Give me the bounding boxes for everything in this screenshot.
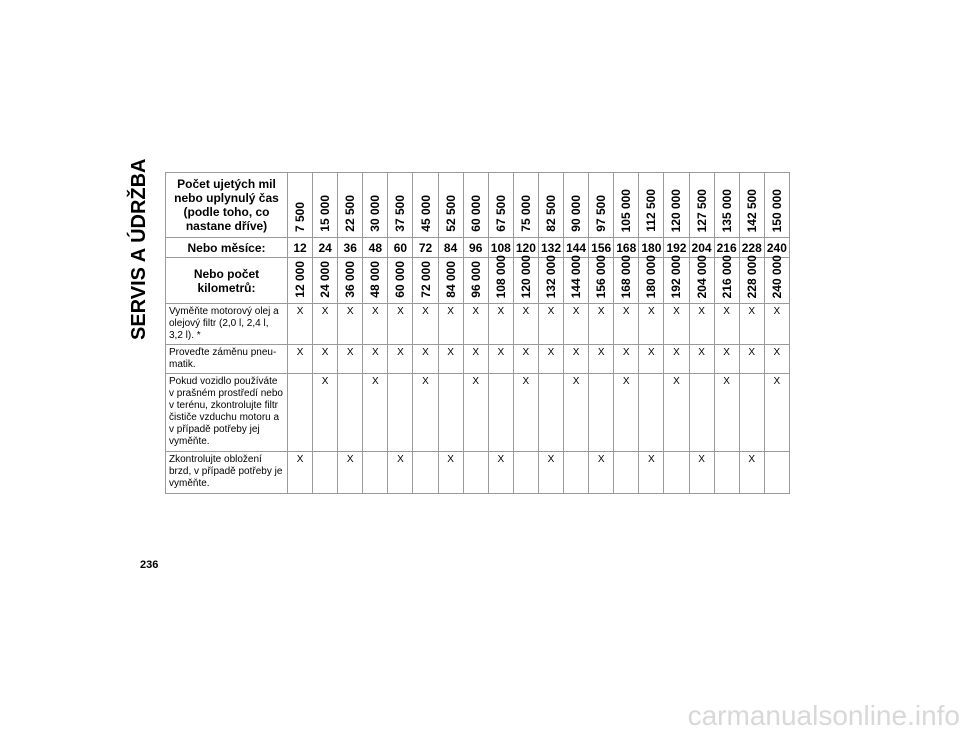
service-mark: X [764, 304, 789, 345]
service-mark: X [313, 374, 338, 452]
km-cell [589, 254, 614, 304]
schedule-row [166, 345, 790, 374]
months-value: 12 [288, 238, 313, 258]
km-value: 228 000 [744, 254, 759, 298]
service-mark [488, 374, 513, 452]
service-mark: X [614, 304, 639, 345]
service-mark: X [338, 345, 363, 374]
km-cell [538, 254, 563, 304]
service-mark [764, 452, 789, 494]
service-mark [664, 452, 689, 494]
months-value: 36 [338, 238, 363, 258]
months-value: 180 [639, 238, 664, 258]
months-value: 48 [363, 238, 388, 258]
miles-cell [589, 173, 614, 238]
miles-value: 127 500 [694, 188, 709, 232]
km-cell [463, 258, 488, 304]
service-mark: X [388, 452, 413, 494]
miles-cell [538, 173, 563, 238]
miles-value: 60 000 [468, 195, 483, 232]
service-mark: X [739, 345, 764, 374]
months-value: 192 [664, 238, 689, 258]
miles-value: 120 000 [669, 188, 684, 232]
km-value: 72 000 [418, 261, 433, 298]
page-number: 236 [140, 559, 159, 571]
km-value: 84 000 [443, 261, 458, 298]
km-value: 120 000 [518, 254, 533, 298]
miles-value: 7 500 [293, 201, 308, 232]
km-value: 108 000 [493, 254, 508, 298]
service-mark: X [714, 374, 739, 452]
months-value: 144 [564, 238, 589, 258]
km-cell [639, 254, 664, 304]
service-mark [689, 374, 714, 452]
miles-value: 22 500 [343, 195, 358, 232]
miles-value: 150 000 [769, 188, 784, 232]
miles-cell [313, 173, 338, 238]
months-value: 108 [488, 238, 513, 258]
header-miles-label: Počet ujetých mil nebo uplynulý čas (podle toho, co nastane dříve) [166, 173, 288, 238]
schedule-row [166, 304, 790, 345]
service-mark: X [488, 452, 513, 494]
header-months-label: Nebo měsíce: [166, 238, 288, 258]
service-mark: X [639, 345, 664, 374]
service-mark: X [338, 304, 363, 345]
service-mark: X [664, 374, 689, 452]
miles-value: 82 500 [543, 195, 558, 232]
service-task-label: Vyměňte motorový olej a olejový filtr (2,0 l, 2,4 l, 3,2 l). * [166, 304, 288, 345]
miles-value: 97 500 [594, 195, 609, 232]
km-cell [564, 254, 589, 304]
service-mark: X [689, 452, 714, 494]
service-mark: X [538, 304, 563, 345]
service-mark: X [664, 345, 689, 374]
km-value: 60 000 [393, 261, 408, 298]
service-mark: X [413, 345, 438, 374]
km-value: 204 000 [694, 254, 709, 298]
km-cell [363, 258, 388, 304]
service-mark: X [363, 374, 388, 452]
service-mark: X [764, 345, 789, 374]
service-mark: X [438, 345, 463, 374]
miles-cell [564, 173, 589, 238]
service-mark: X [714, 345, 739, 374]
km-value: 168 000 [619, 254, 634, 298]
months-value: 24 [313, 238, 338, 258]
km-cell [438, 258, 463, 304]
miles-cell [488, 173, 513, 238]
service-mark: X [614, 345, 639, 374]
miles-cell [764, 173, 789, 238]
km-value: 180 000 [644, 254, 659, 298]
km-value: 144 000 [569, 254, 584, 298]
service-mark: X [313, 345, 338, 374]
service-mark: X [288, 452, 313, 494]
service-mark [388, 374, 413, 452]
km-value: 48 000 [368, 261, 383, 298]
service-mark: X [664, 304, 689, 345]
km-cell [614, 254, 639, 304]
miles-value: 37 500 [393, 195, 408, 232]
service-mark: X [488, 345, 513, 374]
service-mark: X [338, 452, 363, 494]
service-mark: X [564, 345, 589, 374]
service-mark: X [564, 374, 589, 452]
km-cell [388, 258, 413, 304]
miles-value: 112 500 [644, 189, 659, 232]
service-mark [288, 374, 313, 452]
miles-value: 67 500 [493, 195, 508, 232]
months-value: 120 [513, 238, 538, 258]
months-value: 240 [764, 238, 789, 258]
miles-cell [338, 173, 363, 238]
miles-value: 30 000 [368, 195, 383, 232]
km-value: 216 000 [719, 254, 734, 298]
months-value: 60 [388, 238, 413, 258]
km-value: 192 000 [669, 254, 684, 298]
km-cell [513, 254, 538, 304]
km-cell [488, 254, 513, 304]
service-mark: X [639, 304, 664, 345]
service-mark: X [538, 345, 563, 374]
km-value: 96 000 [468, 261, 483, 298]
miles-value: 142 500 [744, 188, 759, 232]
months-value: 204 [689, 238, 714, 258]
service-mark [513, 452, 538, 494]
months-value: 84 [438, 238, 463, 258]
service-mark [639, 374, 664, 452]
miles-cell [714, 173, 739, 238]
service-mark: X [438, 452, 463, 494]
km-cell [739, 254, 764, 304]
service-mark: X [463, 345, 488, 374]
service-mark: X [589, 452, 614, 494]
miles-value: 52 500 [443, 195, 458, 232]
miles-cell [639, 173, 664, 238]
miles-value: 135 000 [719, 188, 734, 232]
miles-cell [614, 173, 639, 238]
service-mark: X [388, 304, 413, 345]
service-mark [739, 374, 764, 452]
header-miles-row [166, 173, 790, 238]
miles-value: 45 000 [418, 195, 433, 232]
miles-cell [288, 173, 313, 238]
miles-cell [739, 173, 764, 238]
service-task-label: Zkontrolujte obložení brzd, v případě potřeby je vyměňte. [166, 452, 288, 494]
service-mark [313, 452, 338, 494]
service-mark: X [288, 345, 313, 374]
miles-value: 75 000 [518, 195, 533, 232]
service-mark: X [513, 374, 538, 452]
service-task-label: Pokud vozidlo používáte v prašném prostředí nebo v terénu, zkontrolujte filtr čističe vzduchu motoru a v případě potřeby jej vyměňte. [166, 374, 288, 452]
header-km-label: Nebo počet kilometrů: [166, 258, 288, 304]
km-cell [288, 258, 313, 304]
km-value: 132 000 [543, 254, 558, 298]
service-mark: X [689, 304, 714, 345]
months-value: 168 [614, 238, 639, 258]
service-mark: X [463, 304, 488, 345]
miles-cell [463, 173, 488, 238]
service-mark [614, 452, 639, 494]
service-mark: X [639, 452, 664, 494]
service-mark: X [413, 374, 438, 452]
miles-value: 90 000 [569, 195, 584, 232]
service-mark [363, 452, 388, 494]
miles-cell [689, 173, 714, 238]
section-title: SERVIS A ÚDRŽBA [128, 158, 150, 340]
service-mark: X [739, 304, 764, 345]
service-mark: X [288, 304, 313, 345]
service-mark: X [689, 345, 714, 374]
service-mark [714, 452, 739, 494]
service-mark: X [764, 374, 789, 452]
km-value: 240 000 [769, 254, 784, 298]
service-mark: X [363, 345, 388, 374]
service-mark: X [739, 452, 764, 494]
service-mark: X [488, 304, 513, 345]
km-cell [413, 258, 438, 304]
service-mark: X [564, 304, 589, 345]
months-value: 228 [739, 238, 764, 258]
service-mark: X [313, 304, 338, 345]
months-value: 132 [538, 238, 563, 258]
schedule-row [166, 374, 790, 452]
service-task-label: Proveďte záměnu pneu-matik. [166, 345, 288, 374]
km-value: 36 000 [343, 261, 358, 298]
service-mark [589, 374, 614, 452]
service-mark [413, 452, 438, 494]
service-mark: X [413, 304, 438, 345]
miles-cell [413, 173, 438, 238]
service-mark: X [463, 374, 488, 452]
header-km-row [166, 258, 790, 304]
km-cell [689, 254, 714, 304]
service-mark: X [589, 304, 614, 345]
service-mark [463, 452, 488, 494]
km-cell [338, 258, 363, 304]
miles-value: 15 000 [318, 195, 333, 232]
service-mark: X [513, 345, 538, 374]
service-mark: X [614, 374, 639, 452]
service-mark: X [513, 304, 538, 345]
km-value: 24 000 [318, 261, 333, 298]
months-value: 96 [463, 238, 488, 258]
miles-cell [363, 173, 388, 238]
km-cell [714, 254, 739, 304]
miles-value: 105 000 [619, 188, 634, 232]
months-value: 72 [413, 238, 438, 258]
miles-cell [388, 173, 413, 238]
service-mark: X [388, 345, 413, 374]
miles-cell [438, 173, 463, 238]
km-value: 156 000 [594, 254, 609, 298]
service-mark: X [538, 452, 563, 494]
miles-cell [513, 173, 538, 238]
service-mark: X [438, 304, 463, 345]
service-mark: X [363, 304, 388, 345]
km-cell [764, 254, 789, 304]
watermark: carmanualsonline.info [687, 700, 960, 731]
maintenance-schedule-table [165, 172, 790, 494]
months-value: 216 [714, 238, 739, 258]
schedule-row [166, 452, 790, 494]
service-mark [438, 374, 463, 452]
service-mark [538, 374, 563, 452]
service-mark [338, 374, 363, 452]
service-mark: X [714, 304, 739, 345]
km-cell [664, 254, 689, 304]
km-cell [313, 258, 338, 304]
miles-cell [664, 173, 689, 238]
km-value: 12 000 [293, 261, 308, 298]
service-mark [564, 452, 589, 494]
months-value: 156 [589, 238, 614, 258]
service-mark: X [589, 345, 614, 374]
